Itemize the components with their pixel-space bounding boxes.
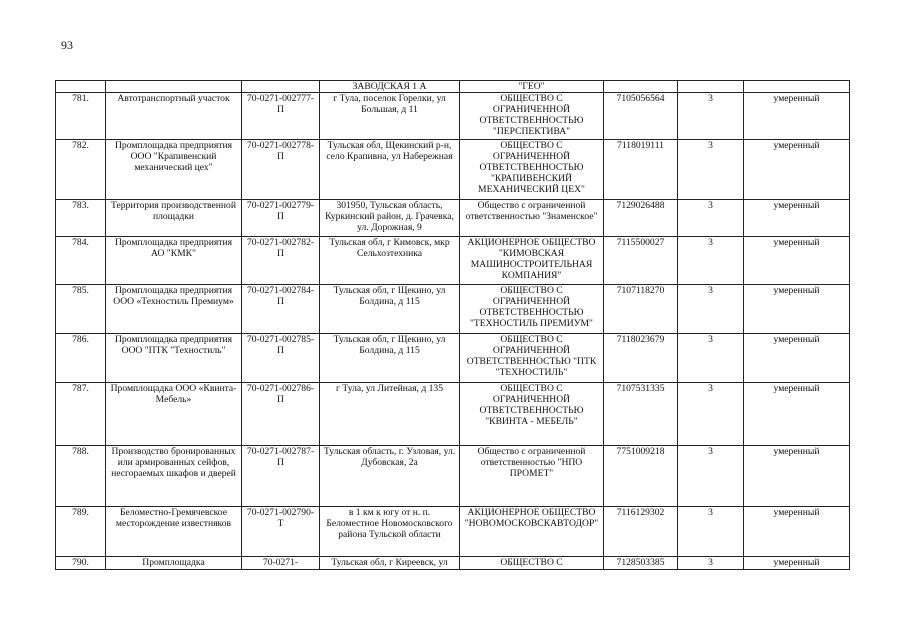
cell-address: в 1 км к югу от н. п. Беломестное Новомосковского района Тульской области bbox=[320, 507, 460, 557]
cell-address: Тульская область, г. Узловая, ул. Дубовская, 2а bbox=[320, 446, 460, 507]
cell-code: 70-0271-002786-П bbox=[242, 383, 320, 446]
table-row bbox=[56, 557, 850, 570]
table-row bbox=[56, 383, 850, 446]
cell-inn: 7105056564 bbox=[604, 93, 678, 140]
cell-operator: ОБЩЕСТВО С ОГРАНИЧЕННОЙ ОТВЕТСТВЕННОСТЬЮ "КВИНТА - МЕБЕЛЬ" bbox=[460, 383, 604, 446]
page-number: 93 bbox=[61, 38, 73, 52]
cell-category: 3 bbox=[678, 140, 744, 200]
cell-num: 790. bbox=[56, 557, 106, 570]
registry-table bbox=[55, 80, 850, 570]
cell-category: 3 bbox=[678, 237, 744, 285]
table-row bbox=[56, 93, 850, 140]
cell-name: Территория производственной площадки bbox=[106, 200, 242, 237]
cell-address: Тульская обл, г Щекино, ул Болдина, д 115 bbox=[320, 285, 460, 334]
cell-inn: 7107118270 bbox=[604, 285, 678, 334]
cell-address: Тульская обл, г Киреевск, ул bbox=[320, 557, 460, 570]
cell-operator: ОБЩЕСТВО С ОГРАНИЧЕННОЙ ОТВЕТСТВЕННОСТЬЮ "КРАПИВЕНСКИЙ МЕХАНИЧЕСКИЙ ЦЕХ" bbox=[460, 140, 604, 200]
cell-num: 789. bbox=[56, 507, 106, 557]
cell-operator: ОБЩЕСТВО С bbox=[460, 557, 604, 570]
cell-category: 3 bbox=[678, 93, 744, 140]
cell-address: Тульская обл, Щекинский р-н, село Крапивна, ул Набережная bbox=[320, 140, 460, 200]
cell-risk bbox=[744, 81, 850, 93]
table-row bbox=[56, 507, 850, 557]
cell-inn: 7118023679 bbox=[604, 334, 678, 383]
cell-name: Беломестно-Гремячевское месторождение известняков bbox=[106, 507, 242, 557]
cell-operator: АКЦИОНЕРНОЕ ОБЩЕСТВО "КИМОВСКАЯ МАШИНОСТРОИТЕЛЬНАЯ КОМПАНИЯ" bbox=[460, 237, 604, 285]
cell-inn: 7751009218 bbox=[604, 446, 678, 507]
cell-category: 3 bbox=[678, 285, 744, 334]
cell-operator: АКЦИОНЕРНОЕ ОБЩЕСТВО "НОВОМОСКОВСКАВТОДОР" bbox=[460, 507, 604, 557]
cell-address: 301950, Тульская область, Куркинский район, д. Грачевка, ул. Дорожная, 9 bbox=[320, 200, 460, 237]
table-row bbox=[56, 237, 850, 285]
cell-code bbox=[242, 81, 320, 93]
cell-category: 3 bbox=[678, 557, 744, 570]
cell-code: 70-0271-002787-П bbox=[242, 446, 320, 507]
cell-name: Промплощадка предприятия ООО «Техностиль Премиум» bbox=[106, 285, 242, 334]
cell-address: г Тула, ул Литейная, д 135 bbox=[320, 383, 460, 446]
cell-operator: Общество с ограниченной ответственностью "Знаменское" bbox=[460, 200, 604, 237]
cell-num: 785. bbox=[56, 285, 106, 334]
cell-category: 3 bbox=[678, 334, 744, 383]
cell-code: 70-0271-002778-П bbox=[242, 140, 320, 200]
cell-risk: умеренный bbox=[744, 140, 850, 200]
cell-code: 70-0271-002784-П bbox=[242, 285, 320, 334]
cell-risk: умеренный bbox=[744, 383, 850, 446]
cell-inn: 7107531335 bbox=[604, 383, 678, 446]
cell-category: 3 bbox=[678, 200, 744, 237]
cell-inn: 7115500027 bbox=[604, 237, 678, 285]
cell-name: Промплощадка предприятия ООО "Крапивенский механический цех" bbox=[106, 140, 242, 200]
cell-inn bbox=[604, 81, 678, 93]
cell-num: 782. bbox=[56, 140, 106, 200]
cell-code: 70-0271- bbox=[242, 557, 320, 570]
table-row-continuation bbox=[56, 81, 850, 93]
cell-name: Промплощадка предприятия ООО "ПТК "Техностиль" bbox=[106, 334, 242, 383]
cell-risk: умеренный bbox=[744, 200, 850, 237]
cell-inn: 7129026488 bbox=[604, 200, 678, 237]
cell-operator: "ГЕО" bbox=[460, 81, 604, 93]
cell-operator: ОБЩЕСТВО С ОГРАНИЧЕННОЙ ОТВЕТСТВЕННОСТЬЮ "ПТК "ТЕХНОСТИЛЬ" bbox=[460, 334, 604, 383]
cell-category: 3 bbox=[678, 507, 744, 557]
table-row bbox=[56, 446, 850, 507]
table-row bbox=[56, 200, 850, 237]
cell-inn: 7118019111 bbox=[604, 140, 678, 200]
cell-num: 783. bbox=[56, 200, 106, 237]
cell-address: ЗАВОДСКАЯ 1 А bbox=[320, 81, 460, 93]
cell-risk: умеренный bbox=[744, 285, 850, 334]
cell-risk: умеренный bbox=[744, 446, 850, 507]
table-row bbox=[56, 285, 850, 334]
cell-num bbox=[56, 81, 106, 93]
cell-num: 781. bbox=[56, 93, 106, 140]
cell-category bbox=[678, 81, 744, 93]
cell-risk: умеренный bbox=[744, 557, 850, 570]
cell-name: Автотранспортный участок bbox=[106, 93, 242, 140]
table-row bbox=[56, 334, 850, 383]
cell-num: 788. bbox=[56, 446, 106, 507]
cell-name: Промплощадка предприятия АО "КМК" bbox=[106, 237, 242, 285]
cell-risk: умеренный bbox=[744, 334, 850, 383]
cell-name bbox=[106, 81, 242, 93]
cell-risk: умеренный bbox=[744, 93, 850, 140]
cell-code: 70-0271-002777-П bbox=[242, 93, 320, 140]
cell-address: Тульская обл, г Кимовск, мкр Сельхозтехника bbox=[320, 237, 460, 285]
cell-num: 784. bbox=[56, 237, 106, 285]
cell-code: 70-0271-002782-П bbox=[242, 237, 320, 285]
cell-risk: умеренный bbox=[744, 237, 850, 285]
cell-operator: ОБЩЕСТВО С ОГРАНИЧЕННОЙ ОТВЕТСТВЕННОСТЬЮ "ТЕХНОСТИЛЬ ПРЕМИУМ" bbox=[460, 285, 604, 334]
cell-code: 70-0271-002779-П bbox=[242, 200, 320, 237]
cell-risk: умеренный bbox=[744, 507, 850, 557]
cell-name: Промплощадка bbox=[106, 557, 242, 570]
cell-code: 70-0271-002785-П bbox=[242, 334, 320, 383]
cell-num: 786. bbox=[56, 334, 106, 383]
cell-inn: 7116129302 bbox=[604, 507, 678, 557]
cell-name: Промплощадка ООО «Квинта-Мебель» bbox=[106, 383, 242, 446]
cell-category: 3 bbox=[678, 383, 744, 446]
cell-operator: Общество с ограниченной ответственностью "НПО ПРОМЕТ" bbox=[460, 446, 604, 507]
cell-operator: ОБЩЕСТВО С ОГРАНИЧЕННОЙ ОТВЕТСТВЕННОСТЬЮ "ПЕРСПЕКТИВА" bbox=[460, 93, 604, 140]
cell-category: 3 bbox=[678, 446, 744, 507]
cell-code: 70-0271-002790-Т bbox=[242, 507, 320, 557]
cell-address: г Тула, поселок Горелки, ул Большая, д 11 bbox=[320, 93, 460, 140]
cell-num: 787. bbox=[56, 383, 106, 446]
table-row bbox=[56, 140, 850, 200]
cell-name: Производство бронированных или армированных сейфов, несгораемых шкафов и дверей bbox=[106, 446, 242, 507]
cell-address: Тульская обл, г Щекино, ул Болдина, д 115 bbox=[320, 334, 460, 383]
cell-inn: 7128503385 bbox=[604, 557, 678, 570]
